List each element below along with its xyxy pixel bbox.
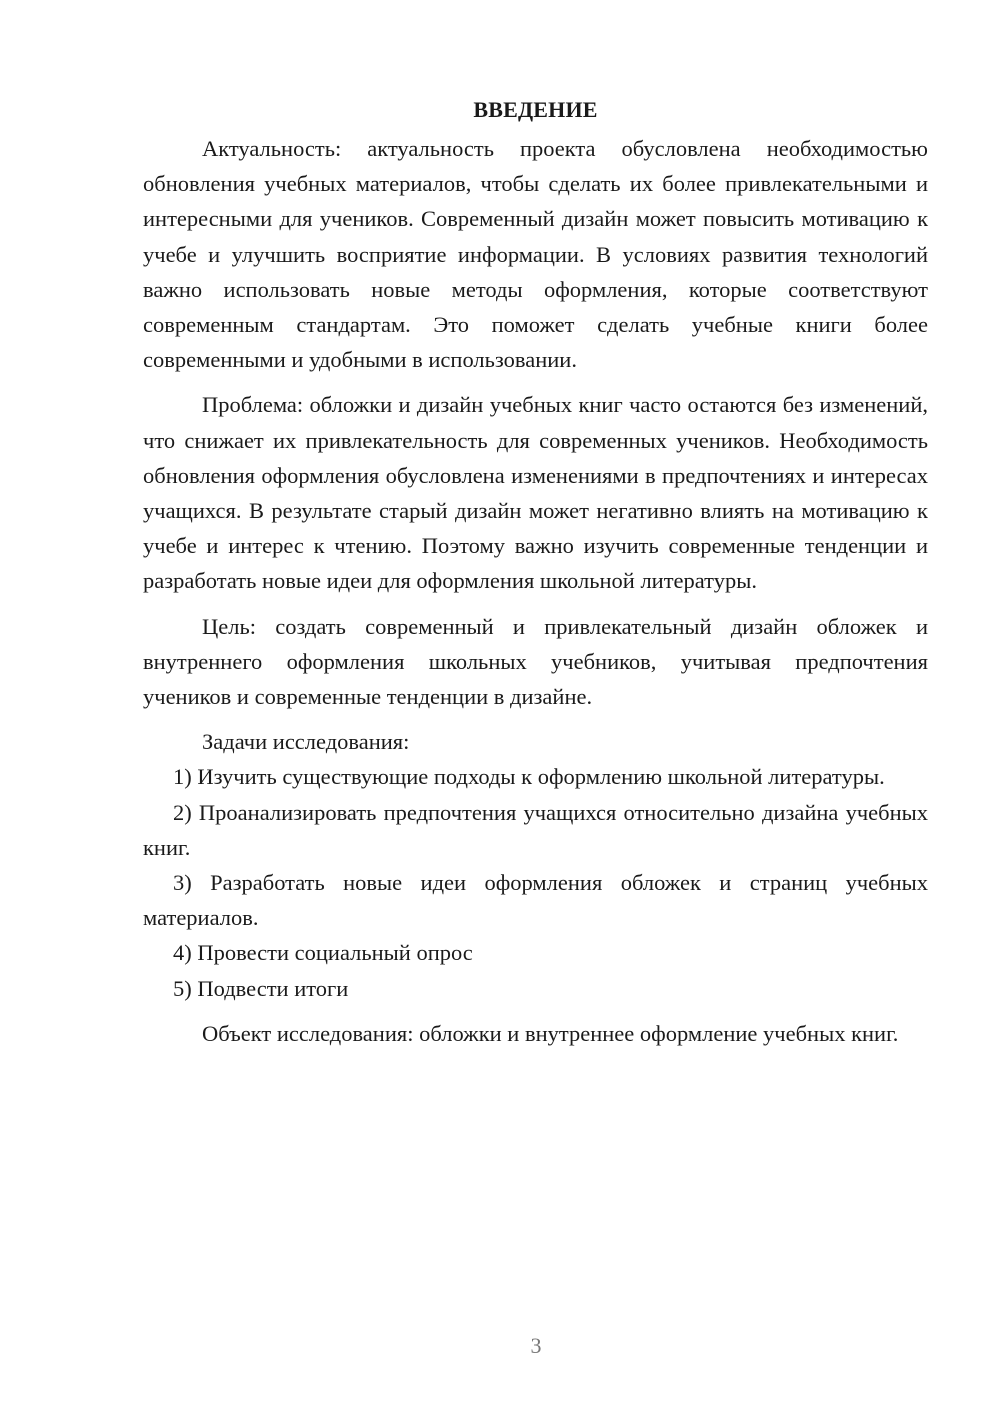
paragraph-problem: Проблема: обложки и дизайн учебных книг часто остаются без изменений, что снижает их привлекательность для современных учеников. Необходимость обновления оформления обусловлена изменениями в предпочтениях и интересах учащихся. В результате старый дизайн может негативно влиять на мотивацию к учебе и интерес к чтению. Поэтому важно изучить современные тенденции и разработать новые идеи для оформления школьной литературы. xyxy=(143,392,928,594)
paragraph-goal: Цель: создать современный и привлекательный дизайн обложек и внутреннего оформления школьных учебников, учитывая предпочтения учеников и современные тенденции в дизайне. xyxy=(143,613,928,710)
list-item: 3) Разработать новые идеи оформления обложек и страниц учебных материалов. xyxy=(143,870,928,931)
paragraph-relevance: Актуальность: актуальность проекта обусловлена необходимостью обновления учебных материалов, чтобы сделать их более привлекательными и интересными для учеников. Современный дизайн может повысить мотивацию к учебе и улучшить восприятие информации. В условиях развития технологий важно использовать новые методы оформления, которые соответствуют современным стандартам. Это поможет сделать учебные книги более современными и удобными в использовании. xyxy=(143,136,928,373)
list-item: 2) Проанализировать предпочтения учащихся относительно дизайна учебных книг. xyxy=(143,799,928,860)
tasks-list xyxy=(143,759,928,1005)
document-page xyxy=(143,92,928,1051)
tasks-heading: Задачи исследования: xyxy=(202,729,410,755)
list-item: 1) Изучить существующие подходы к оформлению школьной литературы. xyxy=(173,764,885,790)
paragraph-object: Объект исследования: обложки и внутреннее оформление учебных книг. xyxy=(202,1020,899,1046)
section-title: ВВЕДЕНИЕ xyxy=(473,97,598,122)
page-number: 3 xyxy=(530,1333,542,1358)
list-item: 5) Подвести итоги xyxy=(173,975,349,1001)
list-item: 4) Провести социальный опрос xyxy=(173,940,473,966)
